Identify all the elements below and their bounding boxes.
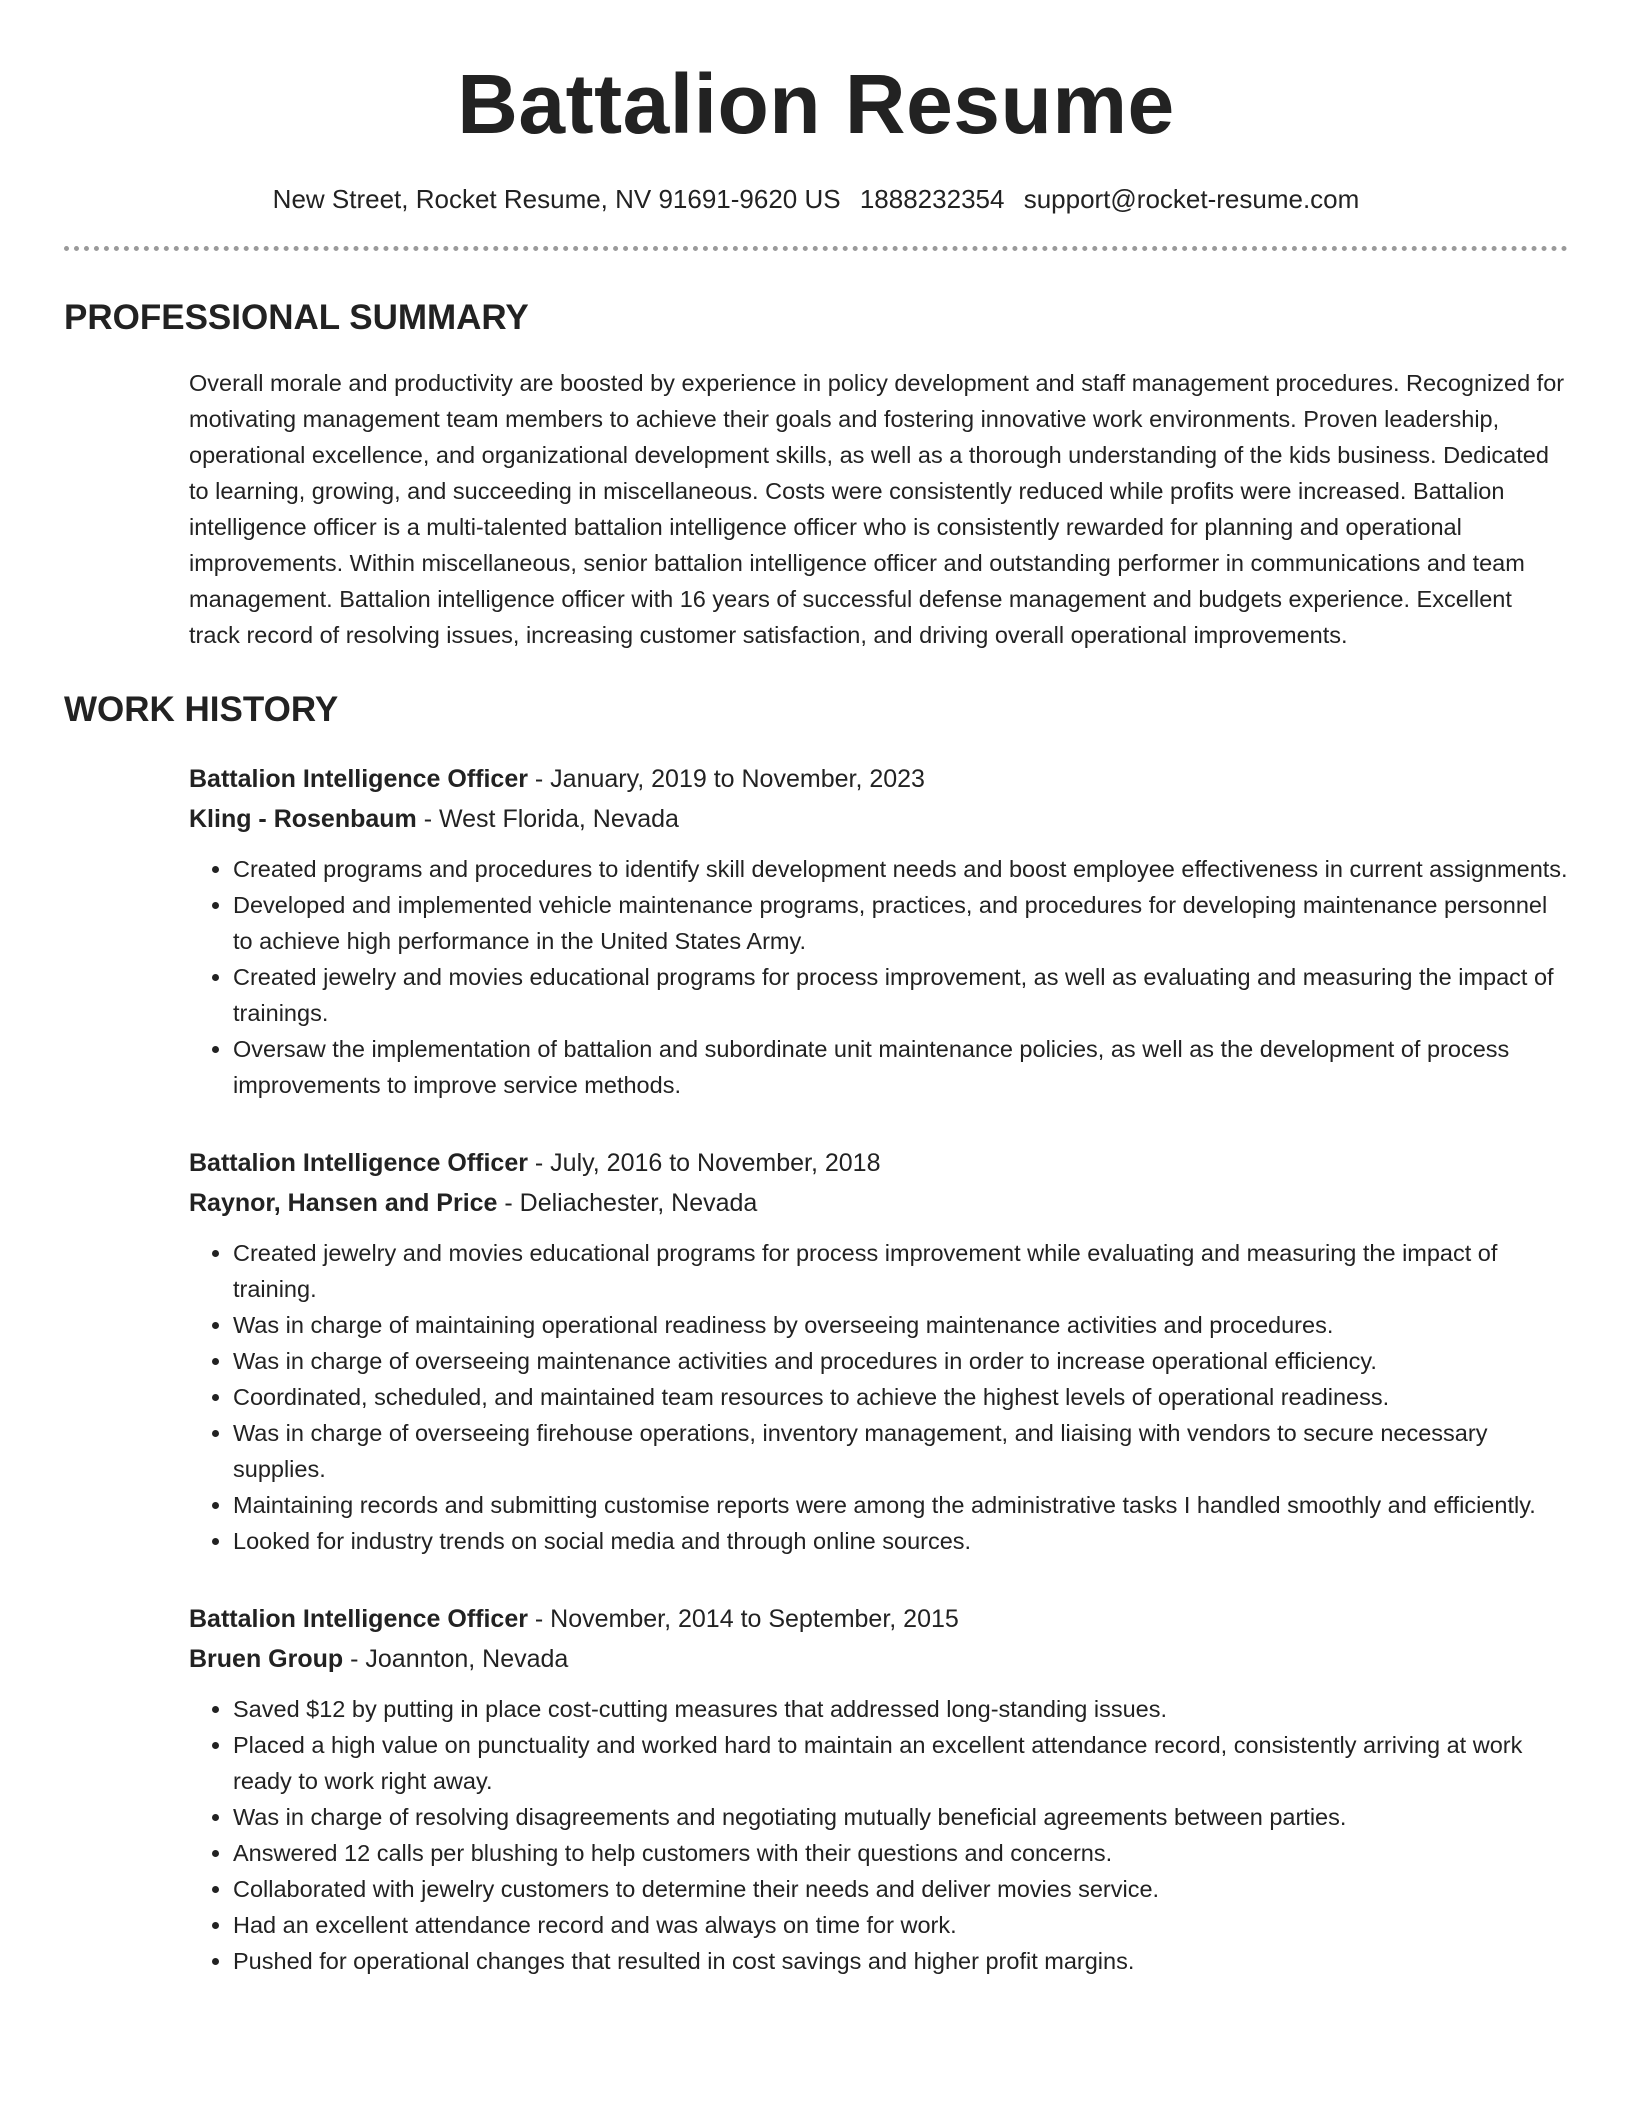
job-role-line <box>189 759 1568 799</box>
summary-heading: PROFESSIONAL SUMMARY <box>64 298 529 337</box>
job-dates: - November, 2014 to September, 2015 <box>527 1605 959 1633</box>
bullet-item: • Placed a high value on punctuality and worked hard to maintain an excellent attendance record, consistently arriving at work ready to work right away. <box>233 1727 1568 1799</box>
bullet-item: • Maintaining records and submitting customise reports were among the administrative tasks I handled smoothly and efficiently. <box>233 1487 1568 1523</box>
bullet-item: • Was in charge of resolving disagreements and negotiating mutually beneficial agreements between parties. <box>233 1799 1568 1835</box>
job-location: - Joannton, Nevada <box>343 1645 569 1673</box>
contact-address: New Street, Rocket Resume, NV 91691-9620 US <box>272 184 841 214</box>
contact-phone: 1888232354 <box>859 184 1005 214</box>
bullet-item: • Developed and implemented vehicle maintenance programs, practices, and procedures for developing maintenance personnel to achieve high performance in the United States Army. <box>233 887 1568 959</box>
job-company: Kling - Rosenbaum <box>189 805 417 833</box>
job-company-line <box>189 799 1568 839</box>
bullet-item: • Created programs and procedures to identify skill development needs and boost employee effectiveness in current assignments. <box>233 851 1568 887</box>
bullet-item: • Was in charge of overseeing maintenance activities and procedures in order to increase operational efficiency. <box>233 1343 1568 1379</box>
job-role: Battalion Intelligence Officer <box>189 1149 528 1177</box>
job-location: - Deliachester, Nevada <box>497 1189 758 1217</box>
job-company: Raynor, Hansen and Price <box>189 1189 498 1217</box>
header-divider <box>64 246 1568 251</box>
summary-text: Overall morale and productivity are boosted by experience in policy development and staff management procedures. Recognized for motivating management team members to achieve their goals and fostering innovative work environments. Proven leadership, operational excellence, and organizational development skills, as well as a thorough understanding of the kids business. Dedicated to learning, growing, and succeeding in miscellaneous. Costs were consistently reduced while profits were increased. Battalion intelligence officer is a multi-talented battalion intelligence officer who is consistently rewarded for planning and operational improvements. Within miscellaneous, senior battalion intelligence officer and outstanding performer in communications and team management. Battalion intelligence officer with 16 years of successful defense management and budgets experience. Excellent track record of resolving issues, increasing customer satisfaction, and driving overall operational improvements. <box>189 370 1565 648</box>
job-role: Battalion Intelligence Officer <box>189 765 528 793</box>
bullet-item: • Answered 12 calls per blushing to help customers with their questions and concerns. <box>233 1835 1568 1871</box>
job-entry <box>189 1143 1568 1559</box>
job-role-line <box>189 1143 1568 1183</box>
bullet-item: • Coordinated, scheduled, and maintained team resources to achieve the highest levels of operational readiness. <box>233 1379 1568 1415</box>
bullet-item: • Pushed for operational changes that resulted in cost savings and higher profit margins. <box>233 1943 1568 1979</box>
job-company-line <box>189 1183 1568 1223</box>
bullet-item: • Was in charge of maintaining operational readiness by overseeing maintenance activities and procedures. <box>233 1307 1568 1343</box>
job-bullets <box>189 1235 1568 1559</box>
resume-name: Battalion Resume <box>457 57 1175 151</box>
bullet-item: • Saved $12 by putting in place cost-cutting measures that addressed long-standing issues. <box>233 1691 1568 1727</box>
job-role-line <box>189 1599 1568 1639</box>
job-entry <box>189 759 1568 1103</box>
job-bullets <box>189 1691 1568 1979</box>
bullet-item: • Had an excellent attendance record and was always on time for work. <box>233 1907 1568 1943</box>
bullet-item: • Was in charge of overseeing firehouse operations, inventory management, and liaising with vendors to secure necessary supplies. <box>233 1415 1568 1487</box>
job-entry <box>189 1599 1568 1979</box>
contact-email: support@rocket-resume.com <box>1023 184 1360 214</box>
bullet-item: • Oversaw the implementation of battalion and subordinate unit maintenance policies, as well as the development of process improvements to improve service methods. <box>233 1031 1568 1103</box>
job-bullets <box>189 851 1568 1103</box>
job-location: - West Florida, Nevada <box>416 805 679 833</box>
job-dates: - January, 2019 to November, 2023 <box>527 765 925 793</box>
bullet-item: • Looked for industry trends on social media and through online sources. <box>233 1523 1568 1559</box>
job-company: Bruen Group <box>189 1645 344 1673</box>
job-company-line <box>189 1639 1568 1679</box>
bullet-item: • Created jewelry and movies educational programs for process improvement while evaluating and measuring the impact of training. <box>233 1235 1568 1307</box>
work-history-heading: WORK HISTORY <box>64 690 339 729</box>
work-history-list <box>189 759 1568 1979</box>
job-dates: - July, 2016 to November, 2018 <box>527 1149 881 1177</box>
contact-line <box>64 182 1568 216</box>
bullet-item: • Created jewelry and movies educational programs for process improvement, as well as evaluating and measuring the impact of trainings. <box>233 959 1568 1031</box>
job-role: Battalion Intelligence Officer <box>189 1605 528 1633</box>
bullet-item: • Collaborated with jewelry customers to determine their needs and deliver movies service. <box>233 1871 1568 1907</box>
